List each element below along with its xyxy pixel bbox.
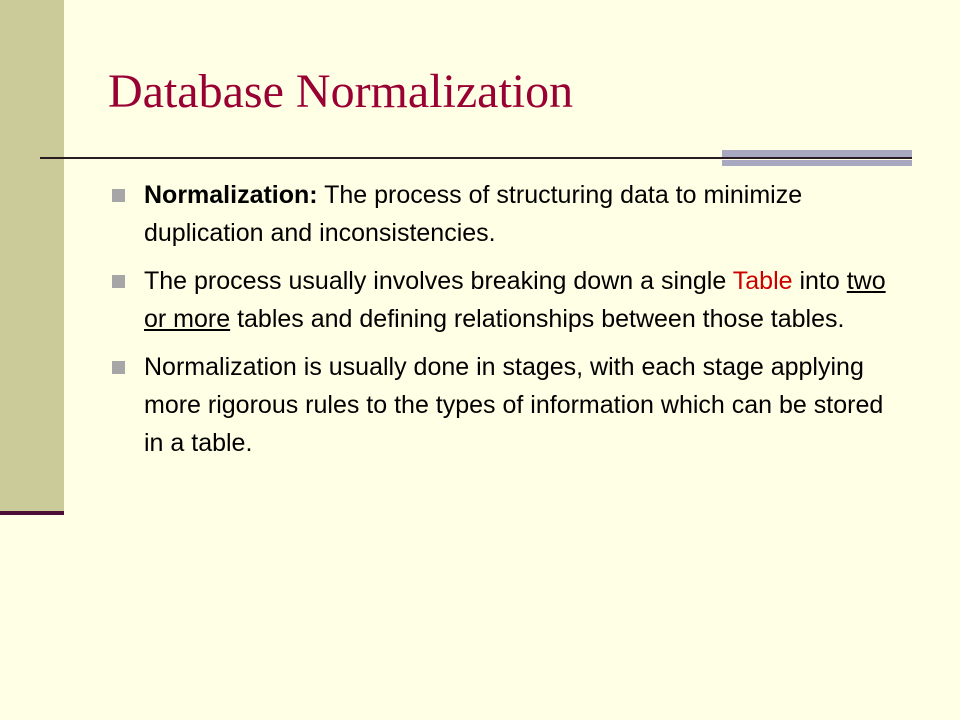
title-rule-accent-top bbox=[722, 150, 912, 157]
left-decorative-bar bbox=[0, 0, 64, 511]
bullet-item-stages bbox=[108, 348, 908, 462]
bullet-highlight-table: Table bbox=[732, 267, 793, 295]
bullet-underlined-phrase: two or more bbox=[144, 267, 886, 333]
title-rule-accent-bottom bbox=[722, 160, 912, 166]
slide-title: Database Normalization bbox=[108, 65, 574, 118]
bullet-text-mid: into bbox=[792, 267, 847, 295]
left-bar-underline bbox=[0, 511, 64, 515]
bullet-text: The process of structuring data to minimize duplication and inconsistencies. bbox=[144, 181, 803, 247]
square-bullet-icon bbox=[112, 275, 125, 288]
bullet-item-process bbox=[108, 262, 908, 338]
bullet-term: Normalization: bbox=[144, 181, 318, 209]
bullet-text-after: tables and defining relationships between those tables. bbox=[230, 305, 845, 333]
square-bullet-icon bbox=[112, 189, 125, 202]
bullet-text-before: The process usually involves breaking down a single bbox=[144, 267, 733, 295]
bullet-text: Normalization is usually done in stages, with each stage applying more rigorous rules to the types of information which can be stored in a table. bbox=[144, 353, 884, 457]
bullet-item-definition bbox=[108, 176, 908, 252]
square-bullet-icon bbox=[112, 361, 125, 374]
bullet-list bbox=[108, 176, 908, 472]
title-rule bbox=[40, 157, 912, 159]
